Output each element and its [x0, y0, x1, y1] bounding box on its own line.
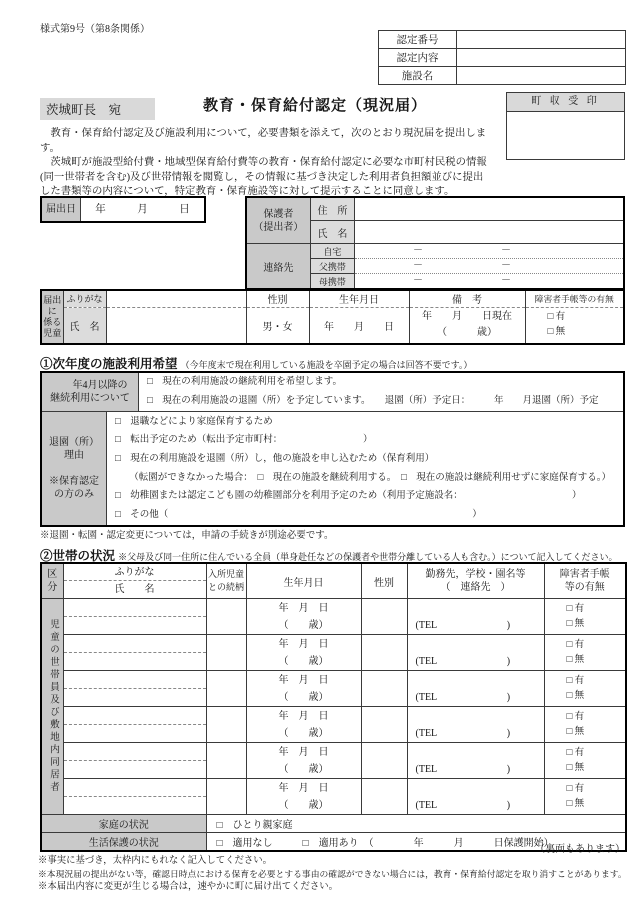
household-birth-cell[interactable]: 年 月 日 （ 歳） [246, 779, 361, 815]
household-row [41, 743, 626, 779]
family-status-row [41, 815, 626, 833]
guardian-table [245, 196, 625, 290]
welfare-status-option[interactable]: □ 適用なし □ 適用あり （ 年 月 日保護開始） [206, 833, 626, 852]
household-name-cell [63, 743, 206, 779]
household-relation-input[interactable] [206, 671, 246, 707]
child-birth-header: 生年月日 [309, 290, 409, 307]
child-sex-header: 性別 [246, 290, 309, 307]
household-relation-input[interactable] [206, 635, 246, 671]
table-row [379, 49, 626, 67]
handicap-header: 障害者手帳 等の有無 [544, 563, 626, 599]
phone-dash: － [413, 260, 424, 271]
receipt-stamp-box [506, 92, 625, 160]
household-name-cell [63, 671, 206, 707]
child-name-input[interactable] [106, 307, 246, 344]
household-furigana-input[interactable] [64, 600, 206, 617]
contact-label: 連絡先 [246, 244, 310, 290]
withdrawal-reason-options [107, 412, 623, 525]
household-workplace-cell[interactable]: (TEL ) [407, 599, 544, 635]
checkbox-option[interactable]: □ 現在の利用施設の継続利用を希望します。 [147, 377, 342, 388]
section1-table [40, 371, 625, 527]
family-status-label: 家庭の状況 [41, 815, 206, 833]
checkbox-option[interactable]: □ 現在の利用施設の退園（所）を予定しています。 退園（所）予定日： 年 月退園（所）予定 [147, 396, 599, 406]
contact-home-label: 自宅 [310, 244, 354, 259]
child-section-label: 届出に 係る 児童 [41, 290, 63, 344]
household-workplace-cell[interactable]: (TEL ) [407, 635, 544, 671]
household-relation-input[interactable] [206, 599, 246, 635]
checkbox-option-no[interactable]: □ 無 [566, 762, 585, 773]
checkbox-option-no[interactable]: □ 無 [547, 327, 566, 338]
guardian-name-label: 氏 名 [310, 221, 354, 244]
table-row [379, 31, 626, 49]
phone-dash: － [501, 275, 512, 286]
cert-content-input[interactable] [457, 49, 626, 67]
household-name-input[interactable] [64, 725, 206, 742]
checkbox-option-no[interactable]: □ 無 [566, 798, 585, 809]
welfare-status-label: 生活保護の状況 [41, 833, 206, 852]
family-status-option[interactable]: □ ひとり親家庭 [206, 815, 626, 833]
report-date-input[interactable]: 年 月 日 [95, 204, 190, 215]
household-furigana-input[interactable] [64, 708, 206, 725]
household-birth-cell[interactable]: 年 月 日 （ 歳） [246, 671, 361, 707]
table-row [41, 307, 624, 344]
section1-heading: ①次年度の施設利用希望 （今年度末で現在利用している施設を卒園予定の場合は回答不要です。） [40, 357, 473, 371]
table-row [41, 563, 626, 599]
household-relation-input[interactable] [206, 707, 246, 743]
checkbox-option-yes[interactable]: □ 有 [566, 783, 585, 794]
child-table [40, 289, 625, 345]
household-name-cell [63, 707, 206, 743]
household-furigana-input[interactable] [64, 672, 206, 689]
table-row [246, 197, 624, 221]
contact-father-label: 父携帯 [310, 259, 354, 274]
household-name-cell [63, 779, 206, 815]
household-handicap-cell [544, 779, 626, 815]
phone-dash: － [501, 245, 512, 256]
report-date-box [40, 196, 206, 223]
household-sex-input[interactable] [361, 635, 407, 671]
phone-dash: － [413, 245, 424, 256]
form-number: 様式第9号（第8条関係） [40, 24, 150, 35]
checkbox-option-no[interactable]: □ 無 [566, 654, 585, 665]
receipt-stamp-area [507, 112, 624, 159]
addressee-label: 茨城町長 宛 [40, 98, 155, 120]
checkbox-option-no[interactable]: □ 無 [566, 690, 585, 701]
checkbox-option-no[interactable]: □ 無 [566, 726, 585, 737]
receipt-stamp-label: 町 収 受 印 [507, 93, 624, 112]
name-header: ふりがな 氏 名 [63, 563, 206, 599]
household-handicap-cell [544, 671, 626, 707]
continuation-options [139, 373, 623, 411]
contact-father-input[interactable] [355, 259, 624, 274]
guardian-name-input[interactable] [355, 221, 624, 244]
child-remarks-header: 備 考 [409, 290, 525, 307]
checkbox-option[interactable]: □ その他（ ） [115, 509, 482, 520]
household-furigana-input[interactable] [64, 636, 206, 653]
household-name-cell [63, 635, 206, 671]
household-sex-input[interactable] [361, 707, 407, 743]
consent-line: (同一世帯者を含む)及び世帯情報を閲覧し，その情報に基づき決定した利用者負担額並びに提出 [40, 171, 484, 183]
child-furigana-input[interactable] [106, 290, 246, 307]
household-furigana-input[interactable] [64, 744, 206, 761]
checkbox-option-yes[interactable]: □ 有 [566, 603, 585, 614]
section2-heading: ②世帯の状況 ※父母及び同一住所に住んでいる全員（単身赴任などの保護者や世帯分離している人も含む。）について記入してください。 [40, 549, 618, 563]
report-date-label: 届出日 [42, 198, 81, 221]
cert-content-label: 認定内容 [379, 49, 457, 67]
category-header: 区 分 [41, 563, 63, 599]
household-row [41, 635, 626, 671]
household-relation-input[interactable] [206, 779, 246, 815]
back-side-note: （裏面もあります） [535, 844, 625, 855]
child-furigana-label: ふりがな [63, 290, 106, 307]
household-name-input[interactable] [64, 797, 206, 814]
household-sex-input[interactable] [361, 779, 407, 815]
household-birth-cell[interactable]: 年 月 日 （ 歳） [246, 743, 361, 779]
table-row [246, 244, 624, 259]
consent-line: した書類等の内容について，特定教育・保育施設等に対して提示することに同意します。 [40, 186, 455, 198]
household-handicap-cell [544, 707, 626, 743]
guardian-label: 保護者 （提出者） [246, 197, 310, 244]
consent-line: 教育・保育給付認定及び施設利用について，必要書類を添えて，次のとおり現況届を提出します。 [40, 128, 487, 154]
checkbox-option[interactable]: □ 退職などにより家庭保育するため [115, 416, 273, 427]
household-name-cell [63, 599, 206, 635]
section2-heading-note: ※父母及び同一住所に住んでいる全員（単身赴任などの保護者や世帯分離している人も含む。）について記入してください。 [118, 552, 618, 562]
certification-box [378, 30, 626, 85]
birth-header: 生年月日 [246, 563, 361, 599]
footer-note: ※本届出内容に変更が生じる場合は，速やかに町に届け出てください。 [38, 882, 339, 892]
household-table [40, 562, 627, 852]
guardian-address-label: 住 所 [310, 197, 354, 221]
section1-heading-note: （今年度末で現在利用している施設を卒園予定の場合は回答不要です。） [180, 360, 473, 370]
relation-header: 入所児童 との続柄 [206, 563, 246, 599]
consent-paragraph [40, 127, 504, 200]
footer-note: ※事実に基づき，太枠内にもれなく記入してください。 [38, 856, 273, 866]
checkbox-option[interactable]: □ 現在の利用施設を退園（所）し，他の施設を申し込むため（保育利用） [115, 453, 435, 464]
child-handicap-header: 障害者手帳等の有無 [525, 290, 624, 307]
child-handicap-cell [525, 307, 624, 344]
household-sex-input[interactable] [361, 599, 407, 635]
contact-home-input[interactable] [355, 244, 624, 259]
household-workplace-cell[interactable]: (TEL ) [407, 707, 544, 743]
checkbox-option-yes[interactable]: □ 有 [566, 747, 585, 758]
cert-number-label: 認定番号 [379, 31, 457, 49]
child-birth-input[interactable]: 年 月 日 [309, 307, 409, 344]
household-sex-input[interactable] [361, 743, 407, 779]
checkbox-option-yes[interactable]: □ 有 [566, 639, 585, 650]
facility-name-label: 施設名 [379, 67, 457, 85]
continuation-row [42, 373, 623, 411]
household-workplace-cell[interactable]: (TEL ) [407, 779, 544, 815]
household-name-input[interactable] [64, 617, 206, 634]
sex-header: 性別 [361, 563, 407, 599]
household-row [41, 599, 626, 635]
household-handicap-cell [544, 743, 626, 779]
household-name-input[interactable] [64, 689, 206, 706]
household-birth-cell[interactable]: 年 月 日 （ 歳） [246, 599, 361, 635]
child-sex-choice[interactable]: 男・女 [246, 307, 309, 344]
checkbox-option-yes[interactable]: □ 有 [566, 675, 585, 686]
table-row [379, 67, 626, 85]
child-name-label: 氏 名 [63, 307, 106, 344]
household-side-label: 児童の世帯員及び敷地内同居者 [41, 599, 63, 815]
facility-name-input[interactable] [457, 67, 626, 85]
guardian-address-input[interactable] [355, 197, 624, 221]
household-row [41, 779, 626, 815]
footer-note: ※本現況届の提出がない等，確認日時点における保育を必要とする事由の確認ができない場合には，教育・保育給付認定を取り消すことがあります。 [38, 869, 627, 879]
household-handicap-cell [544, 635, 626, 671]
household-birth-cell[interactable]: 年 月 日 （ 歳） [246, 635, 361, 671]
page-title: 教育・保育給付認定（現況届） [202, 98, 427, 114]
workplace-header: 勤務先，学校・園名等 （ 連絡先 ） [407, 563, 544, 599]
contact-mother-label: 母携帯 [310, 274, 354, 290]
child-remarks-cell[interactable]: 年 月 日現在 （ 歳） [409, 307, 525, 344]
checkbox-option-yes[interactable]: □ 有 [566, 711, 585, 722]
household-sex-input[interactable] [361, 671, 407, 707]
household-furigana-input[interactable] [64, 780, 206, 797]
checkbox-option[interactable]: □ 幼稚園または認定こども園の幼稚園部分を利用予定のため（利用予定施設名： ） [115, 491, 582, 502]
phone-dash: － [501, 260, 512, 271]
checkbox-option[interactable]: □ 転出予定のため（転出予定市町村： ） [115, 435, 373, 446]
household-workplace-cell[interactable]: (TEL ) [407, 743, 544, 779]
withdrawal-reason-label: 退園（所） 理由 ※保育認定 の方のみ [42, 412, 107, 525]
checkbox-option[interactable]: （転園ができなかった場合： □ 現在の施設を継続利用する。 □ 現在の施設は継続利用せずに家庭保育する。） [115, 472, 611, 483]
table-row [41, 290, 624, 307]
household-name-input[interactable] [64, 761, 206, 778]
continuation-label: 年4月以降の 継続利用について [42, 373, 139, 411]
household-row [41, 671, 626, 707]
section1-note: ※退園・転園・認定変更については，申請の手続きが別途必要です。 [40, 531, 334, 541]
household-birth-cell[interactable]: 年 月 日 （ 歳） [246, 707, 361, 743]
household-workplace-cell[interactable]: (TEL ) [407, 671, 544, 707]
checkbox-option-no[interactable]: □ 無 [566, 618, 585, 629]
contact-mother-input[interactable] [355, 274, 624, 290]
household-relation-input[interactable] [206, 743, 246, 779]
checkbox-option-yes[interactable]: □ 有 [547, 312, 566, 323]
household-handicap-cell [544, 599, 626, 635]
footer-notes [38, 855, 627, 894]
household-row [41, 707, 626, 743]
withdrawal-reason-row [42, 411, 623, 525]
consent-line: 茨城町が施設型給付費・地域型保育給付費等の教育・保育給付認定に必要な市町村民税の情報 [40, 157, 487, 169]
household-name-input[interactable] [64, 653, 206, 670]
phone-dash: － [413, 275, 424, 286]
cert-number-input[interactable] [457, 31, 626, 49]
